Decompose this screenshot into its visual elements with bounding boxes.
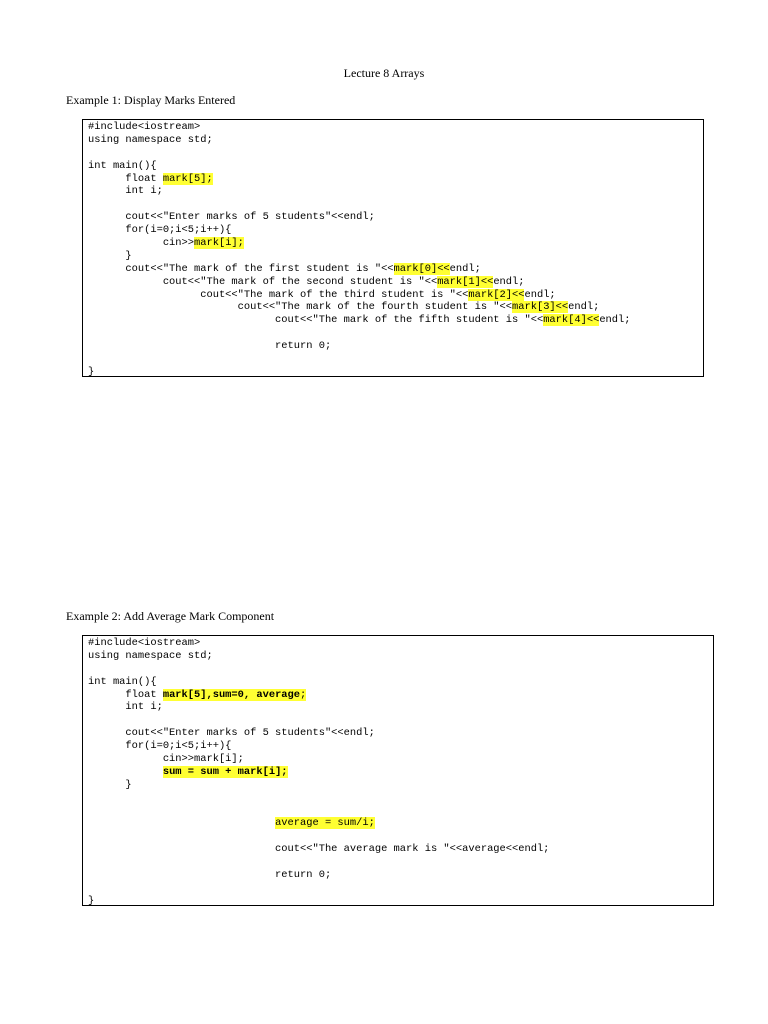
code-line [88, 366, 703, 379]
code-line [88, 830, 713, 843]
code-line [88, 792, 713, 805]
code-line [88, 160, 703, 173]
code-line [88, 173, 703, 186]
example-1-heading: Example 1: Display Marks Entered [66, 93, 236, 107]
code-text: } [88, 249, 132, 262]
code-line [88, 289, 703, 302]
highlighted-code: sum = sum + mark[i]; [162, 765, 288, 778]
code-text: } [88, 365, 95, 378]
code-line [88, 689, 713, 702]
highlighted-code: mark[5],sum=0, average [162, 688, 301, 701]
code-text: cin>> [88, 237, 195, 250]
code-text: } [88, 778, 132, 791]
code-text: cin>>mark[i]; [88, 753, 244, 766]
example-2-heading: Example 2: Add Average Mark Component [66, 609, 275, 623]
code-line [88, 650, 713, 663]
code-text: int main(){ [88, 675, 157, 688]
code-text: using namespace std; [88, 649, 213, 662]
highlighted-code: mark[1]<< [437, 275, 494, 288]
code-line [88, 314, 703, 327]
code-text: endl; [449, 262, 481, 275]
code-line [88, 869, 713, 882]
code-line [88, 727, 713, 740]
code-text: endl; [524, 288, 556, 301]
code-line [88, 663, 713, 676]
highlighted-code: mark[2]<< [468, 288, 525, 301]
code-line [88, 753, 713, 766]
code-line [88, 637, 713, 650]
highlighted-code: mark[3]<< [512, 301, 569, 314]
code-text [88, 817, 275, 829]
code-line [88, 327, 703, 340]
code-line [88, 340, 703, 353]
code-text: cout<<"The mark of the first student is "<< [88, 262, 394, 275]
example-2-code-box [82, 635, 714, 906]
code-text: float [88, 172, 163, 185]
code-line [88, 805, 713, 818]
code-text: using namespace std; [88, 133, 213, 146]
code-text: int main(){ [88, 159, 157, 172]
code-line [88, 676, 713, 689]
code-line [88, 301, 703, 314]
highlighted-code: average = sum/i; [275, 817, 375, 830]
code-line [88, 714, 713, 727]
code-text: int i; [88, 701, 163, 714]
code-text: cout<<"Enter marks of 5 students"<<endl; [88, 211, 375, 224]
code-text: cout<<"Enter marks of 5 students"<<endl; [88, 727, 375, 740]
highlighted-code: mark[5]; [162, 172, 213, 185]
code-text: cout<<"The mark of the fourth student is "<< [88, 301, 513, 314]
highlighted-code: mark[0]<< [393, 262, 450, 275]
code-line [88, 250, 703, 263]
code-text: #include<iostream> [88, 121, 201, 133]
code-line [88, 779, 713, 792]
code-text: endl; [568, 301, 600, 314]
code-text: endl; [599, 314, 631, 327]
highlighted-code: ; [300, 688, 307, 701]
code-line [88, 740, 713, 753]
code-text: #include<iostream> [88, 637, 201, 649]
code-line [88, 134, 703, 147]
highlighted-code: mark[i]; [194, 237, 244, 250]
code-line [88, 353, 703, 366]
code-line [88, 843, 713, 856]
code-text: return 0; [88, 340, 332, 353]
code-text [88, 766, 163, 778]
code-line [88, 817, 713, 830]
code-line [88, 211, 703, 224]
code-text: for(i=0;i<5;i++){ [88, 224, 232, 237]
document-title: Lecture 8 Arrays [343, 66, 425, 80]
code-line [88, 701, 713, 714]
code-text: cout<<"The mark of the second student is "<< [88, 275, 438, 288]
code-text: endl; [493, 275, 525, 288]
code-line [88, 263, 703, 276]
code-text: return 0; [88, 869, 332, 882]
code-text: cout<<"The average mark is "<<average<<endl; [88, 843, 550, 856]
code-line [88, 856, 713, 869]
code-line [88, 895, 713, 908]
example-1-code-box [82, 119, 704, 377]
code-text: float [88, 688, 163, 701]
code-text: cout<<"The mark of the fifth student is "<< [88, 314, 544, 327]
code-line [88, 121, 703, 134]
code-line [88, 147, 703, 160]
code-text: int i; [88, 185, 163, 198]
code-text: for(i=0;i<5;i++){ [88, 740, 232, 753]
highlighted-code: mark[4]<< [543, 314, 600, 327]
code-text: } [88, 894, 95, 907]
code-line [88, 224, 703, 237]
code-line [88, 276, 703, 289]
code-text: cout<<"The mark of the third student is "<< [88, 288, 469, 301]
code-line [88, 766, 713, 779]
code-line [88, 185, 703, 198]
code-line [88, 237, 703, 250]
code-line [88, 198, 703, 211]
code-line [88, 882, 713, 895]
